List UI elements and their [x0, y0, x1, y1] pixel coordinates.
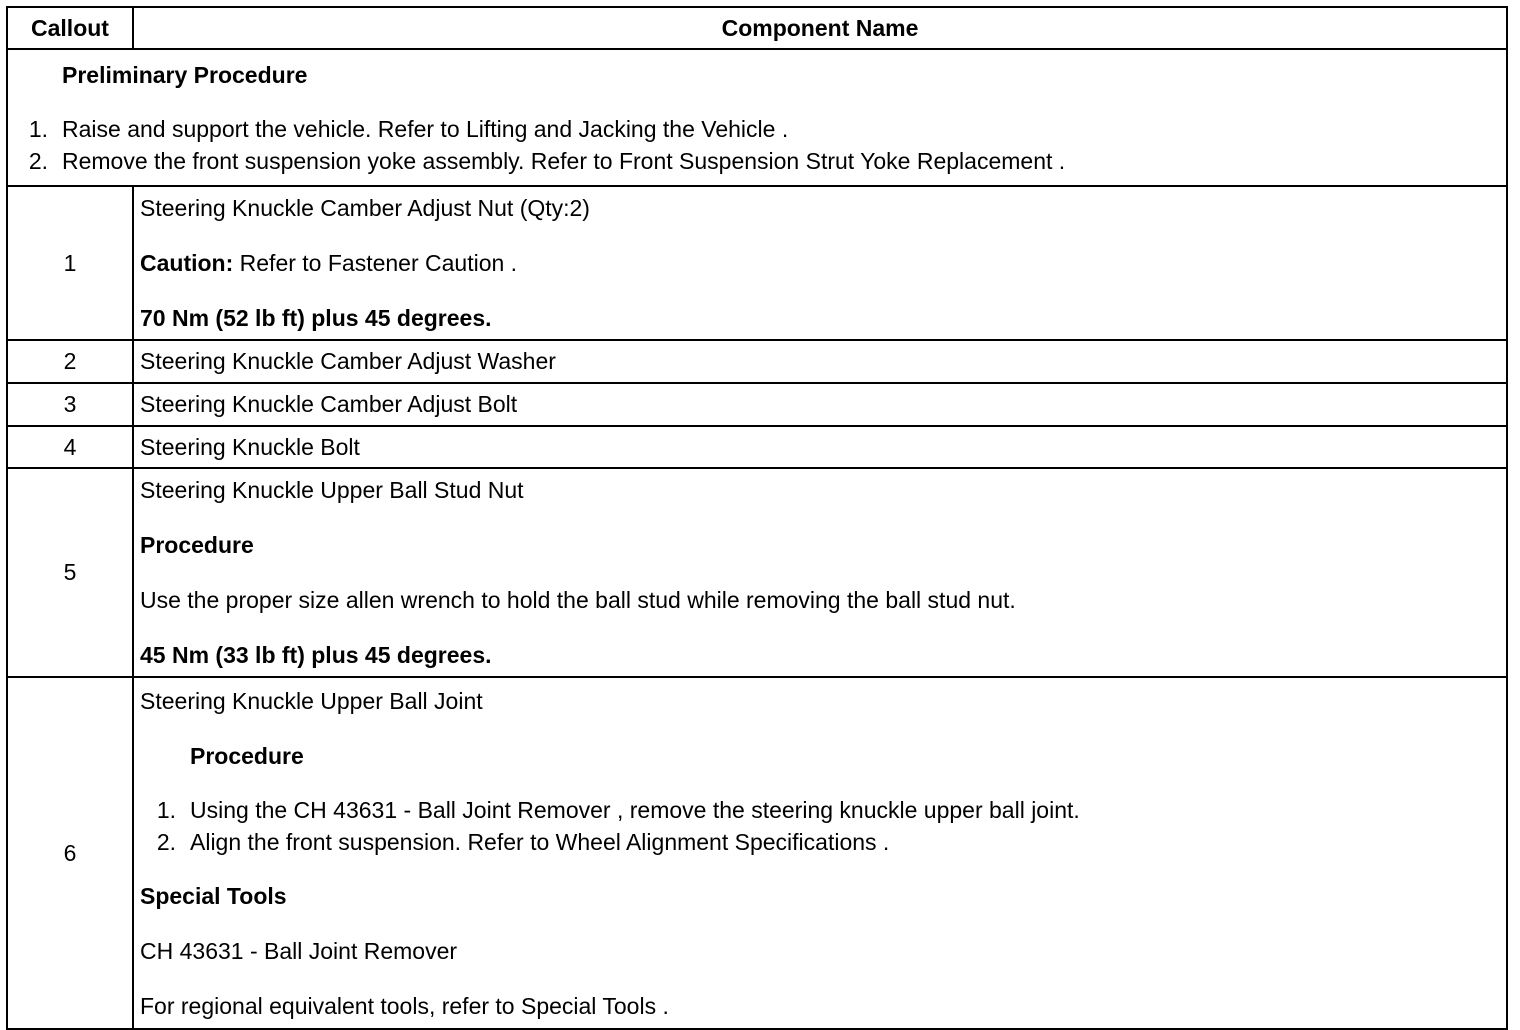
table-row — [7, 383, 1507, 426]
preliminary-cell — [7, 49, 1507, 186]
preliminary-row — [7, 49, 1507, 186]
component-cell — [133, 186, 1507, 340]
callout-cell: 1 — [7, 186, 133, 340]
caution-line — [140, 246, 1506, 280]
preliminary-title: Preliminary Procedure — [62, 62, 308, 88]
table-row — [7, 677, 1507, 1029]
table-row — [7, 426, 1507, 468]
torque-spec: 70 Nm (52 lb ft) plus 45 degrees. — [140, 305, 492, 331]
component-name: Steering Knuckle Bolt — [133, 426, 1507, 468]
component-cell — [133, 677, 1507, 1029]
procedure-label: Procedure — [140, 532, 254, 558]
procedure-step: 1. Using the CH 43631 - Ball Joint Remover , remove the steering knuckle upper ball joint. — [156, 796, 1080, 823]
procedure-step: 2. Align the front suspension. Refer to Wheel Alignment Specifications . — [156, 828, 890, 855]
component-name: Steering Knuckle Camber Adjust Washer — [133, 340, 1507, 383]
component-cell — [133, 468, 1507, 677]
component-name-header: Component Name — [133, 7, 1507, 49]
preliminary-step: 1. Raise and support the vehicle. Refer to Lifting and Jacking the Vehicle . — [28, 116, 789, 142]
callout-header: Callout — [7, 7, 133, 49]
callout-cell: 4 — [7, 426, 133, 468]
special-tools-label: Special Tools — [140, 882, 287, 909]
torque-spec: 45 Nm (33 lb ft) plus 45 degrees. — [140, 642, 492, 668]
callout-cell: 5 — [7, 468, 133, 677]
regional-tools-note: For regional equivalent tools, refer to Special Tools . — [140, 992, 669, 1019]
procedure-text: Use the proper size allen wrench to hold the ball stud while removing the ball stud nut. — [140, 587, 1016, 613]
header-row — [7, 7, 1507, 49]
callout-cell: 2 — [7, 340, 133, 383]
component-table — [6, 6, 1508, 1030]
component-name: Steering Knuckle Camber Adjust Nut (Qty:2) — [140, 195, 590, 221]
table-row — [7, 186, 1507, 340]
procedure-label: Procedure — [190, 742, 304, 769]
table-row — [7, 340, 1507, 383]
table-row — [7, 468, 1507, 677]
callout-cell: 3 — [7, 383, 133, 426]
callout-cell: 6 — [7, 677, 133, 1029]
caution-text: Refer to Fastener Caution . — [233, 250, 518, 276]
preliminary-step: 2. Remove the front suspension yoke assembly. Refer to Front Suspension Strut Yoke Replacement . — [28, 148, 1066, 174]
caution-label: Caution: — [140, 250, 234, 276]
special-tool: CH 43631 - Ball Joint Remover — [140, 937, 458, 964]
component-name: Steering Knuckle Upper Ball Stud Nut — [140, 477, 524, 503]
component-name: Steering Knuckle Camber Adjust Bolt — [133, 383, 1507, 426]
component-name: Steering Knuckle Upper Ball Joint — [140, 687, 483, 714]
